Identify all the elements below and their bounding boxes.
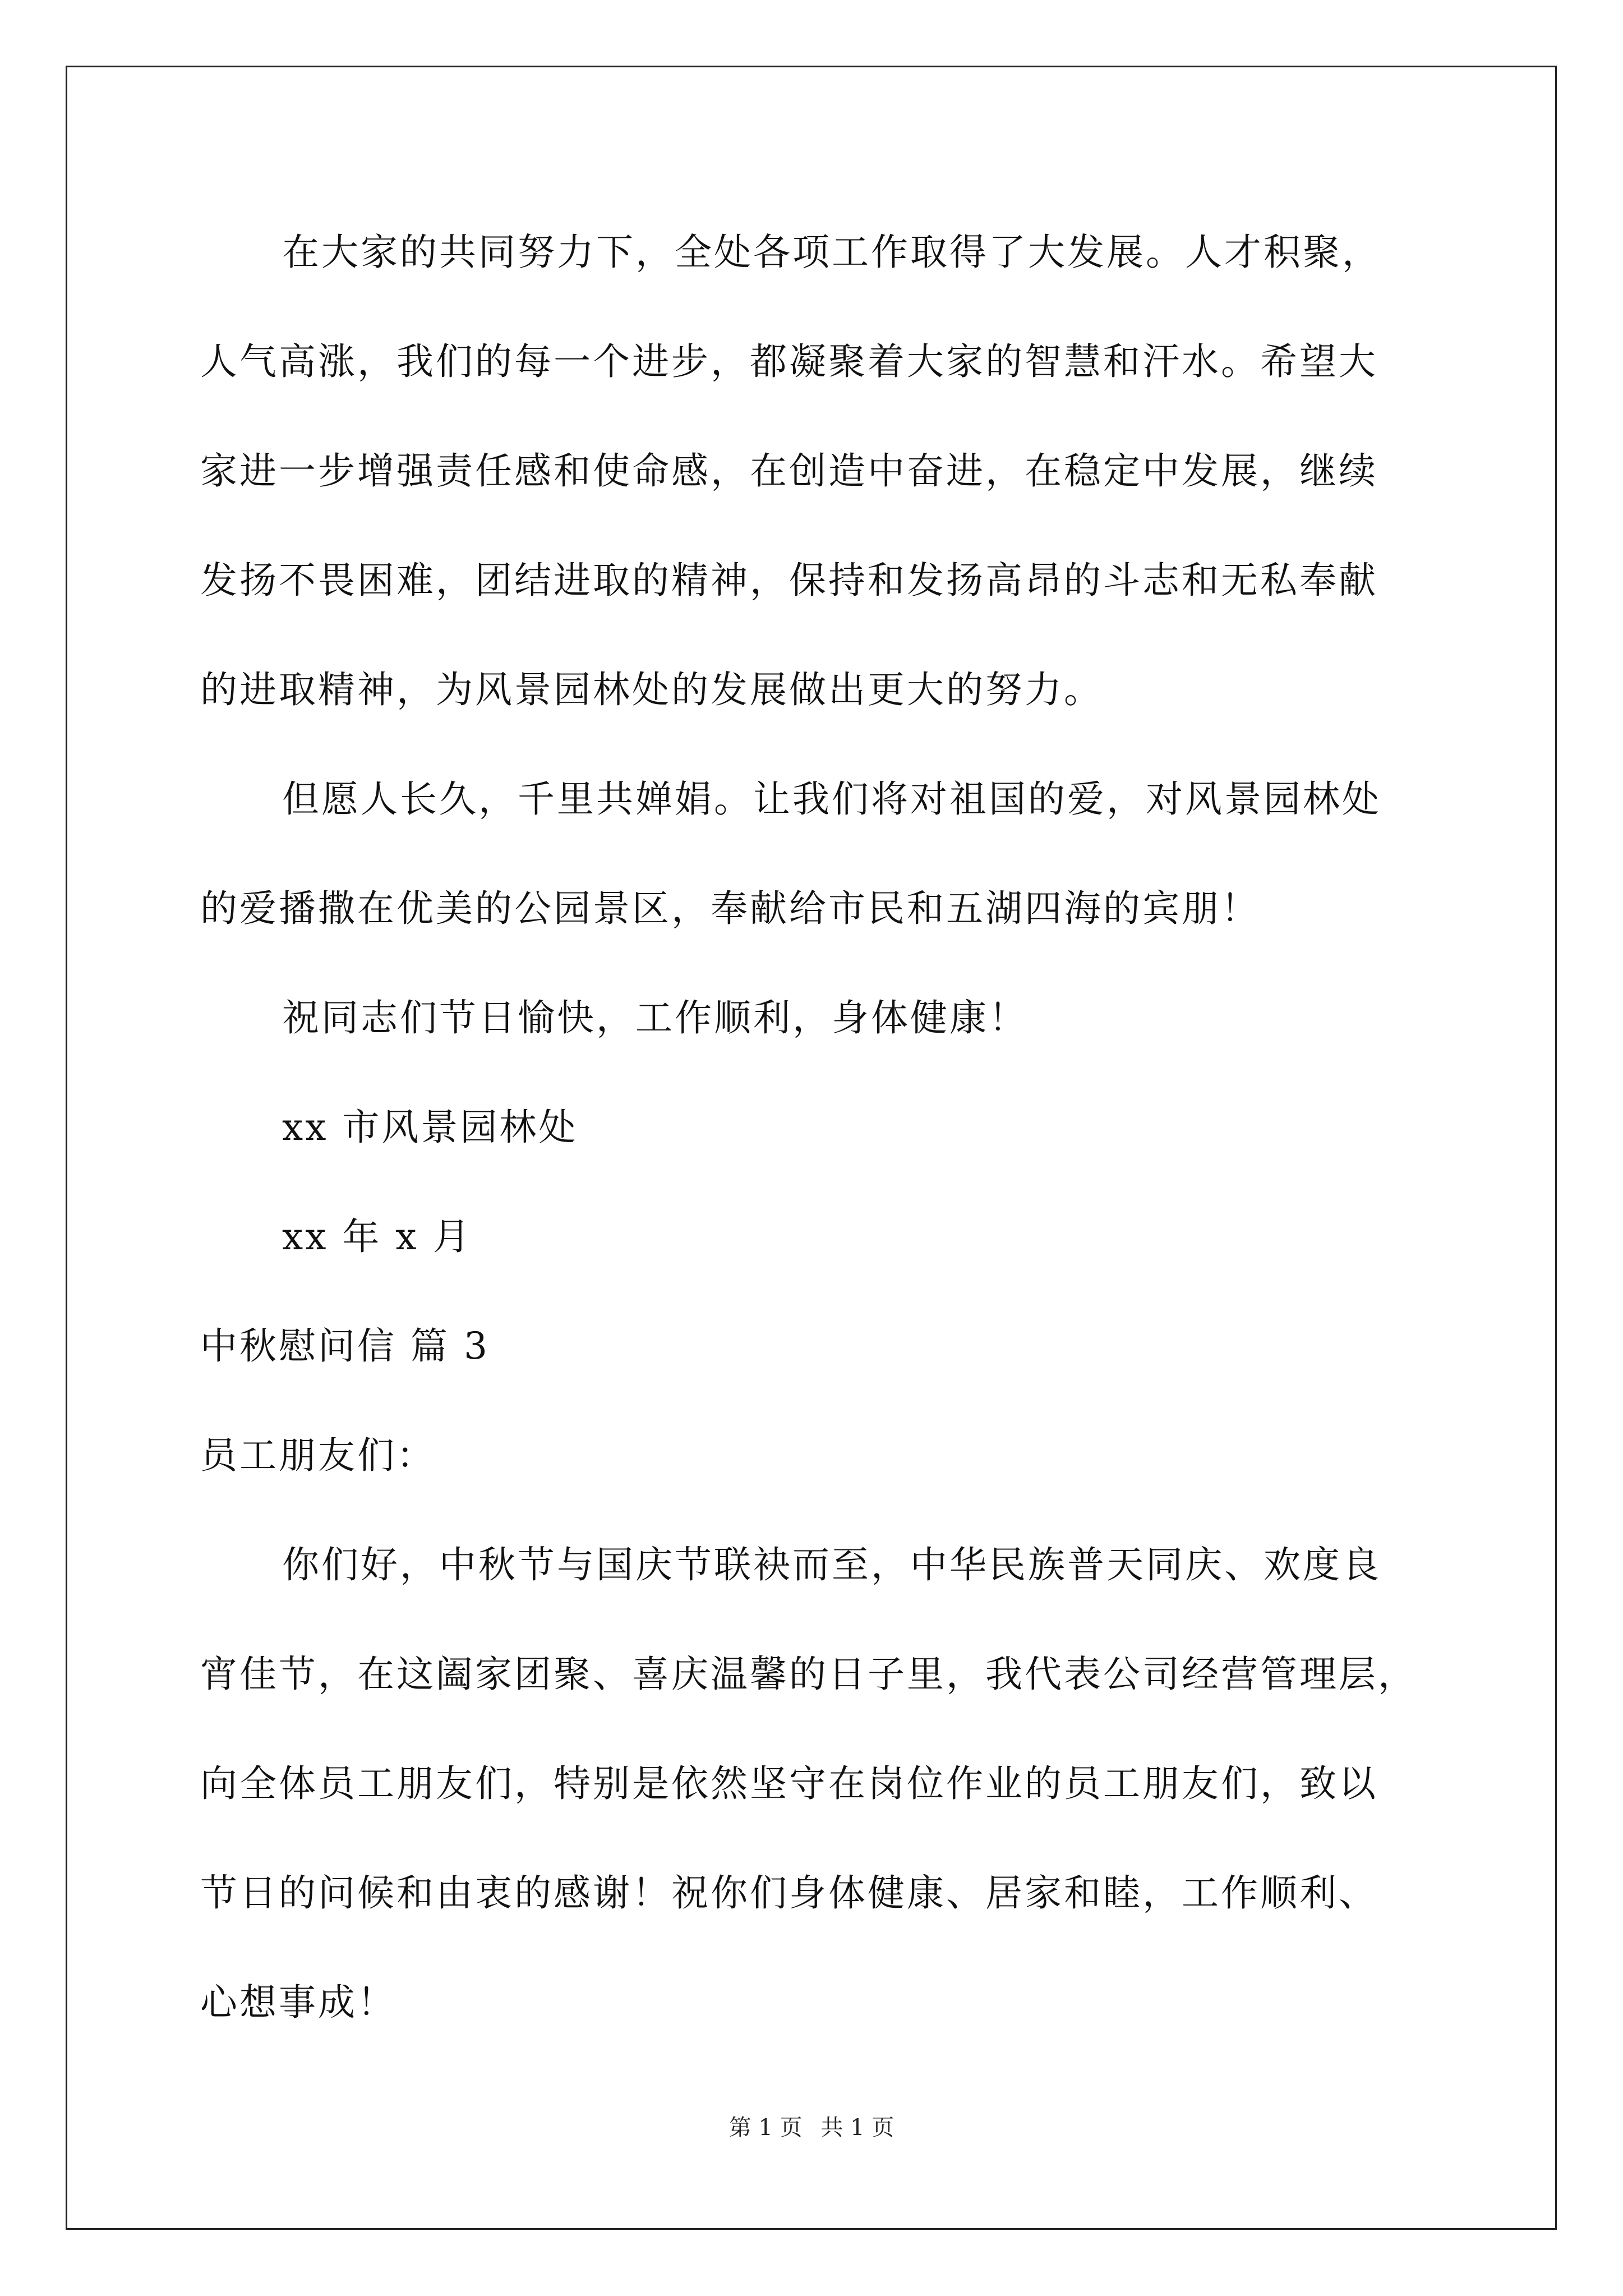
paragraph-line: 人气高涨，我们的每一个进步，都凝聚着大家的智慧和汗水。希望大	[200, 340, 1378, 383]
paragraph-line: 在大家的共同努力下，全处各项工作取得了大发展。人才积聚，	[282, 231, 1381, 274]
signature-date: xx 年 x 月	[282, 1215, 472, 1258]
page-total: 共 1 页	[820, 2115, 895, 2141]
section-heading: 中秋慰问信 篇 3	[200, 1324, 490, 1368]
paragraph-line: 家进一步增强责任感和使命感，在创造中奋进，在稳定中发展，继续	[200, 449, 1378, 493]
paragraph-line: 你们好，中秋节与国庆节联袂而至，中华民族普天同庆、欢度良	[282, 1543, 1381, 1586]
salutation: 员工朋友们：	[200, 1434, 436, 1477]
paragraph-line: 的进取精神，为风景园林处的发展做出更大的努力。	[200, 668, 1103, 711]
paragraph-line: 向全体员工朋友们，特别是依然坚守在岗位作业的员工朋友们，致以	[200, 1762, 1378, 1805]
page-footer	[0, 2114, 1623, 2142]
paragraph-line: 祝同志们节日愉快，工作顺利，身体健康！	[282, 996, 1028, 1039]
paragraph-line: 发扬不畏困难，团结进取的精神，保持和发扬高昂的斗志和无私奉献	[200, 559, 1378, 602]
paragraph-line: 心想事成！	[200, 1981, 396, 2024]
paragraph-line: 宵佳节，在这阖家团聚、喜庆温馨的日子里，我代表公司经营管理层，	[200, 1653, 1417, 1696]
paragraph-line: 节日的问候和由衷的感谢！祝你们身体健康、居家和睦，工作顺利、	[200, 1871, 1378, 1915]
signature-org: xx 市风景园林处	[282, 1106, 578, 1149]
page-number: 第 1 页	[728, 2115, 803, 2141]
paragraph-line: 的爱播撒在优美的公园景区，奉献给市民和五湖四海的宾朋！	[200, 887, 1260, 930]
paragraph-line: 但愿人长久，千里共婵娟。让我们将对祖国的爱，对风景园林处	[282, 777, 1381, 821]
